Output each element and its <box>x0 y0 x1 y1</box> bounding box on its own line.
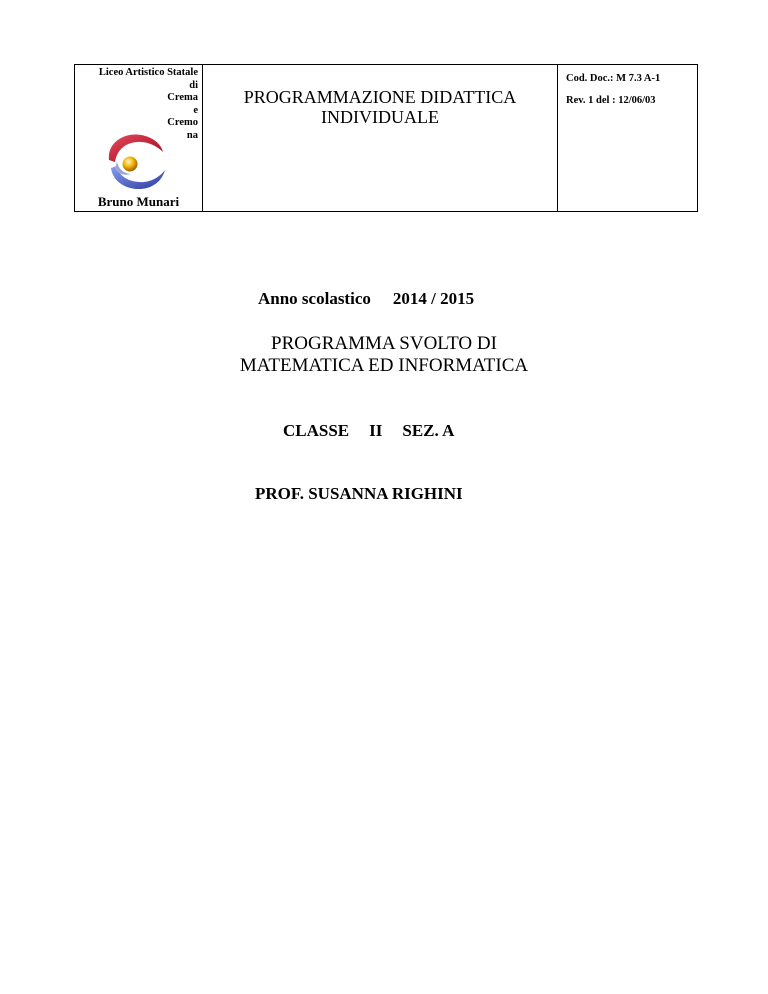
school-info-cell <box>75 65 203 211</box>
school-name-line: Cremo <box>167 117 198 128</box>
school-name-line: na <box>186 129 198 141</box>
programme-title <box>184 333 584 377</box>
school-year-label: Anno scolastico <box>258 289 371 308</box>
school-name-line: Liceo Artistico Statale <box>98 67 198 78</box>
professor-name: PROF. SUSANNA RIGHINI <box>255 484 463 503</box>
class-value: II <box>369 421 383 440</box>
class-row <box>283 421 454 441</box>
school-name-line: di <box>189 79 198 91</box>
logo-red-arc <box>109 134 163 162</box>
programme-title-line: MATEMATICA ED INFORMATICA <box>239 355 529 376</box>
school-name-line: Crema <box>167 92 198 103</box>
document-title <box>203 87 557 127</box>
document-revision: Rev. 1 del : 12/06/03 <box>566 95 656 106</box>
school-year-row <box>258 289 474 309</box>
document-title-line: PROGRAMMAZIONE DIDATTICA <box>243 87 517 107</box>
document-code-cell <box>558 65 697 211</box>
document-code: Cod. Doc.: M 7.3 A-1 <box>566 73 661 84</box>
logo-yellow-ball <box>123 157 138 172</box>
programme-title-line: PROGRAMMA SVOLTO DI <box>271 333 497 354</box>
school-year-value: 2014 / 2015 <box>392 289 475 308</box>
section-value: SEZ. A <box>402 421 455 440</box>
document-header-table <box>74 64 698 212</box>
logo-caption: Bruno Munari <box>97 194 180 209</box>
class-label: CLASSE <box>283 421 350 440</box>
document-title-cell <box>203 65 558 211</box>
school-logo-icon <box>103 132 169 192</box>
school-name <box>76 67 198 142</box>
document-title-line: INDIVIDUALE <box>321 107 439 127</box>
school-name-line: e <box>193 104 198 116</box>
